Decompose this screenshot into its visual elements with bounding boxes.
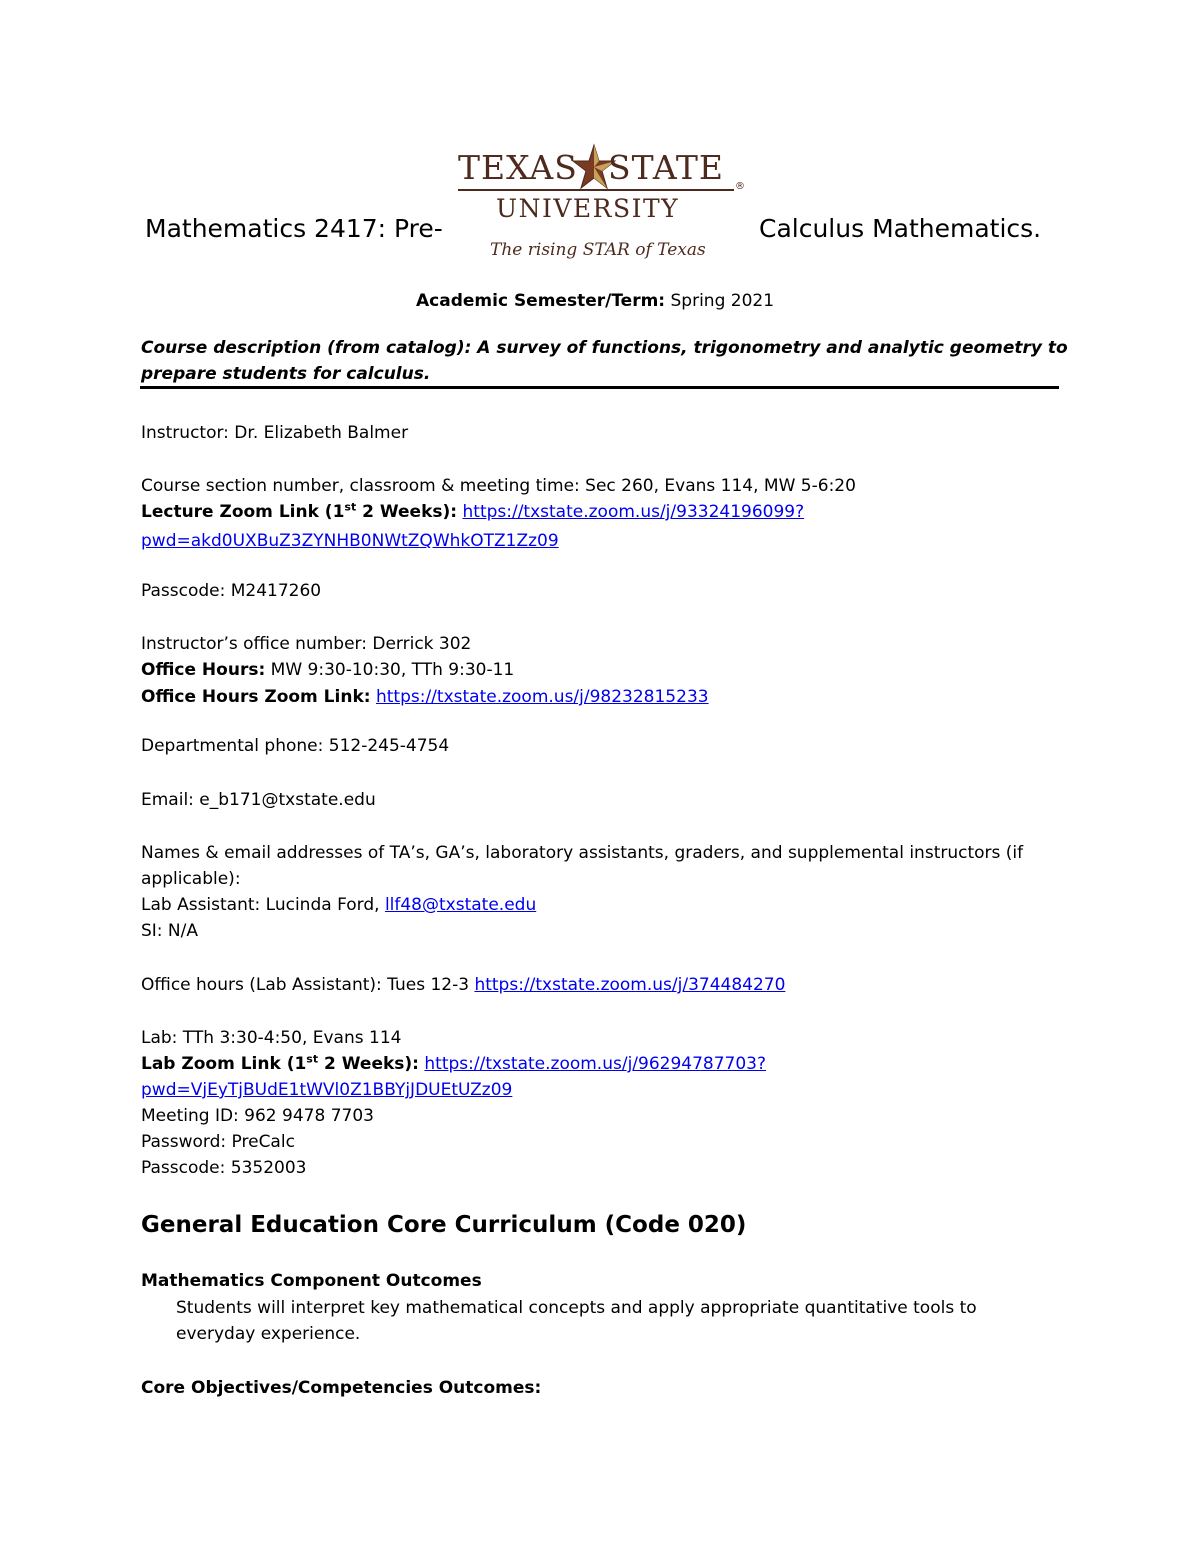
lab-office-hours-link[interactable]: https://txstate.zoom.us/j/374484270 — [474, 975, 786, 995]
university-logo — [452, 143, 752, 265]
gen-ed-heading: General Education Core Curriculum (Code 020) — [141, 1212, 747, 1238]
math-outcomes-heading: Mathematics Component Outcomes — [141, 1271, 482, 1291]
logo-text-texas: TEXAS — [458, 148, 578, 187]
core-objectives-heading: Core Objectives/Competencies Outcomes: — [141, 1378, 542, 1398]
logo-text-state: STATE — [608, 148, 724, 187]
lab-zoom-line — [141, 1053, 766, 1075]
departmental-phone: Departmental phone: 512-245-4754 — [141, 736, 450, 756]
registered-mark: ® — [735, 181, 745, 192]
lab-time: Lab: TTh 3:30-4:50, Evans 114 — [141, 1028, 402, 1048]
title-right: Calculus Mathematics. — [759, 214, 1042, 243]
lab-zoom-label: Lab Zoom Link (1st 2 Weeks): — [141, 1052, 419, 1074]
lecture-zoom-line2 — [141, 530, 559, 552]
lab-assistant-email-link[interactable]: llf48@txstate.edu — [384, 895, 537, 915]
lab-password: Password: PreCalc — [141, 1132, 295, 1152]
instructor: Instructor: Dr. Elizabeth Balmer — [141, 423, 409, 443]
lab-meeting-id: Meeting ID: 962 9478 7703 — [141, 1106, 374, 1126]
semester-label: Academic Semester/Term: — [416, 291, 666, 311]
lab-assistant: Lab Assistant: Lucinda Ford, llf48@txstate.edu — [141, 895, 537, 915]
math-outcomes-line1: Students will interpret key mathematical concepts and apply appropriate quantitative tools to — [176, 1298, 977, 1318]
office-zoom-link[interactable]: https://txstate.zoom.us/j/98232815233 — [375, 687, 709, 707]
logo-rule — [458, 189, 734, 191]
assistants-line1: Names & email addresses of TA’s, GA’s, laboratory assistants, graders, and supplemental instructors (if — [141, 843, 1024, 863]
lecture-zoom-label: Lecture Zoom Link (1st 2 Weeks): — [141, 500, 458, 522]
lecture-zoom-link[interactable]: https://txstate.zoom.us/j/93324196099? — [462, 502, 805, 522]
si: SI: N/A — [141, 921, 199, 941]
section-divider — [140, 386, 1059, 389]
assistants-line2: applicable): — [141, 869, 241, 889]
office-number: Instructor’s office number: Derrick 302 — [141, 634, 472, 654]
lecture-zoom-link-cont[interactable]: pwd=akd0UXBuZ3ZYNHB0NWtZQWhkOTZ1Zz09 — [141, 531, 559, 551]
office-zoom-line: Office Hours Zoom Link: https://txstate.zoom.us/j/98232815233 — [141, 687, 709, 707]
passcode: Passcode: M2417260 — [141, 581, 322, 601]
office-hours: Office Hours: MW 9:30-10:30, TTh 9:30-11 — [141, 660, 515, 680]
lab-zoom-link-cont[interactable]: pwd=VjEyTjBUdE1tWVl0Z1BBYjJDUEtUZz09 — [141, 1080, 513, 1100]
lab-zoom-link[interactable]: https://txstate.zoom.us/j/96294787703? — [424, 1054, 767, 1074]
email: Email: e_b171@txstate.edu — [141, 790, 376, 810]
course-description-line1: Course description (from catalog): A survey of functions, trigonometry and analytic geometry to — [141, 338, 1068, 358]
lecture-zoom-line — [141, 501, 804, 523]
lab-passcode: Passcode: 5352003 — [141, 1158, 307, 1178]
course-description-line2: prepare students for calculus. — [141, 364, 431, 384]
semester-value: Spring 2021 — [665, 291, 775, 311]
title-left: Mathematics 2417: Pre- — [145, 214, 443, 243]
logo-tagline: The rising STAR of Texas — [490, 240, 706, 260]
lab-zoom-line2 — [141, 1079, 512, 1101]
lab-office-hours: Office hours (Lab Assistant): Tues 12-3 https://txstate.zoom.us/j/374484270 — [141, 975, 786, 995]
math-outcomes-line2: everyday experience. — [176, 1324, 361, 1344]
semester-line — [416, 290, 774, 312]
logo-text-university: UNIVERSITY — [496, 194, 680, 223]
course-section: Course section number, classroom & meeting time: Sec 260, Evans 114, MW 5-6:20 — [141, 476, 856, 496]
